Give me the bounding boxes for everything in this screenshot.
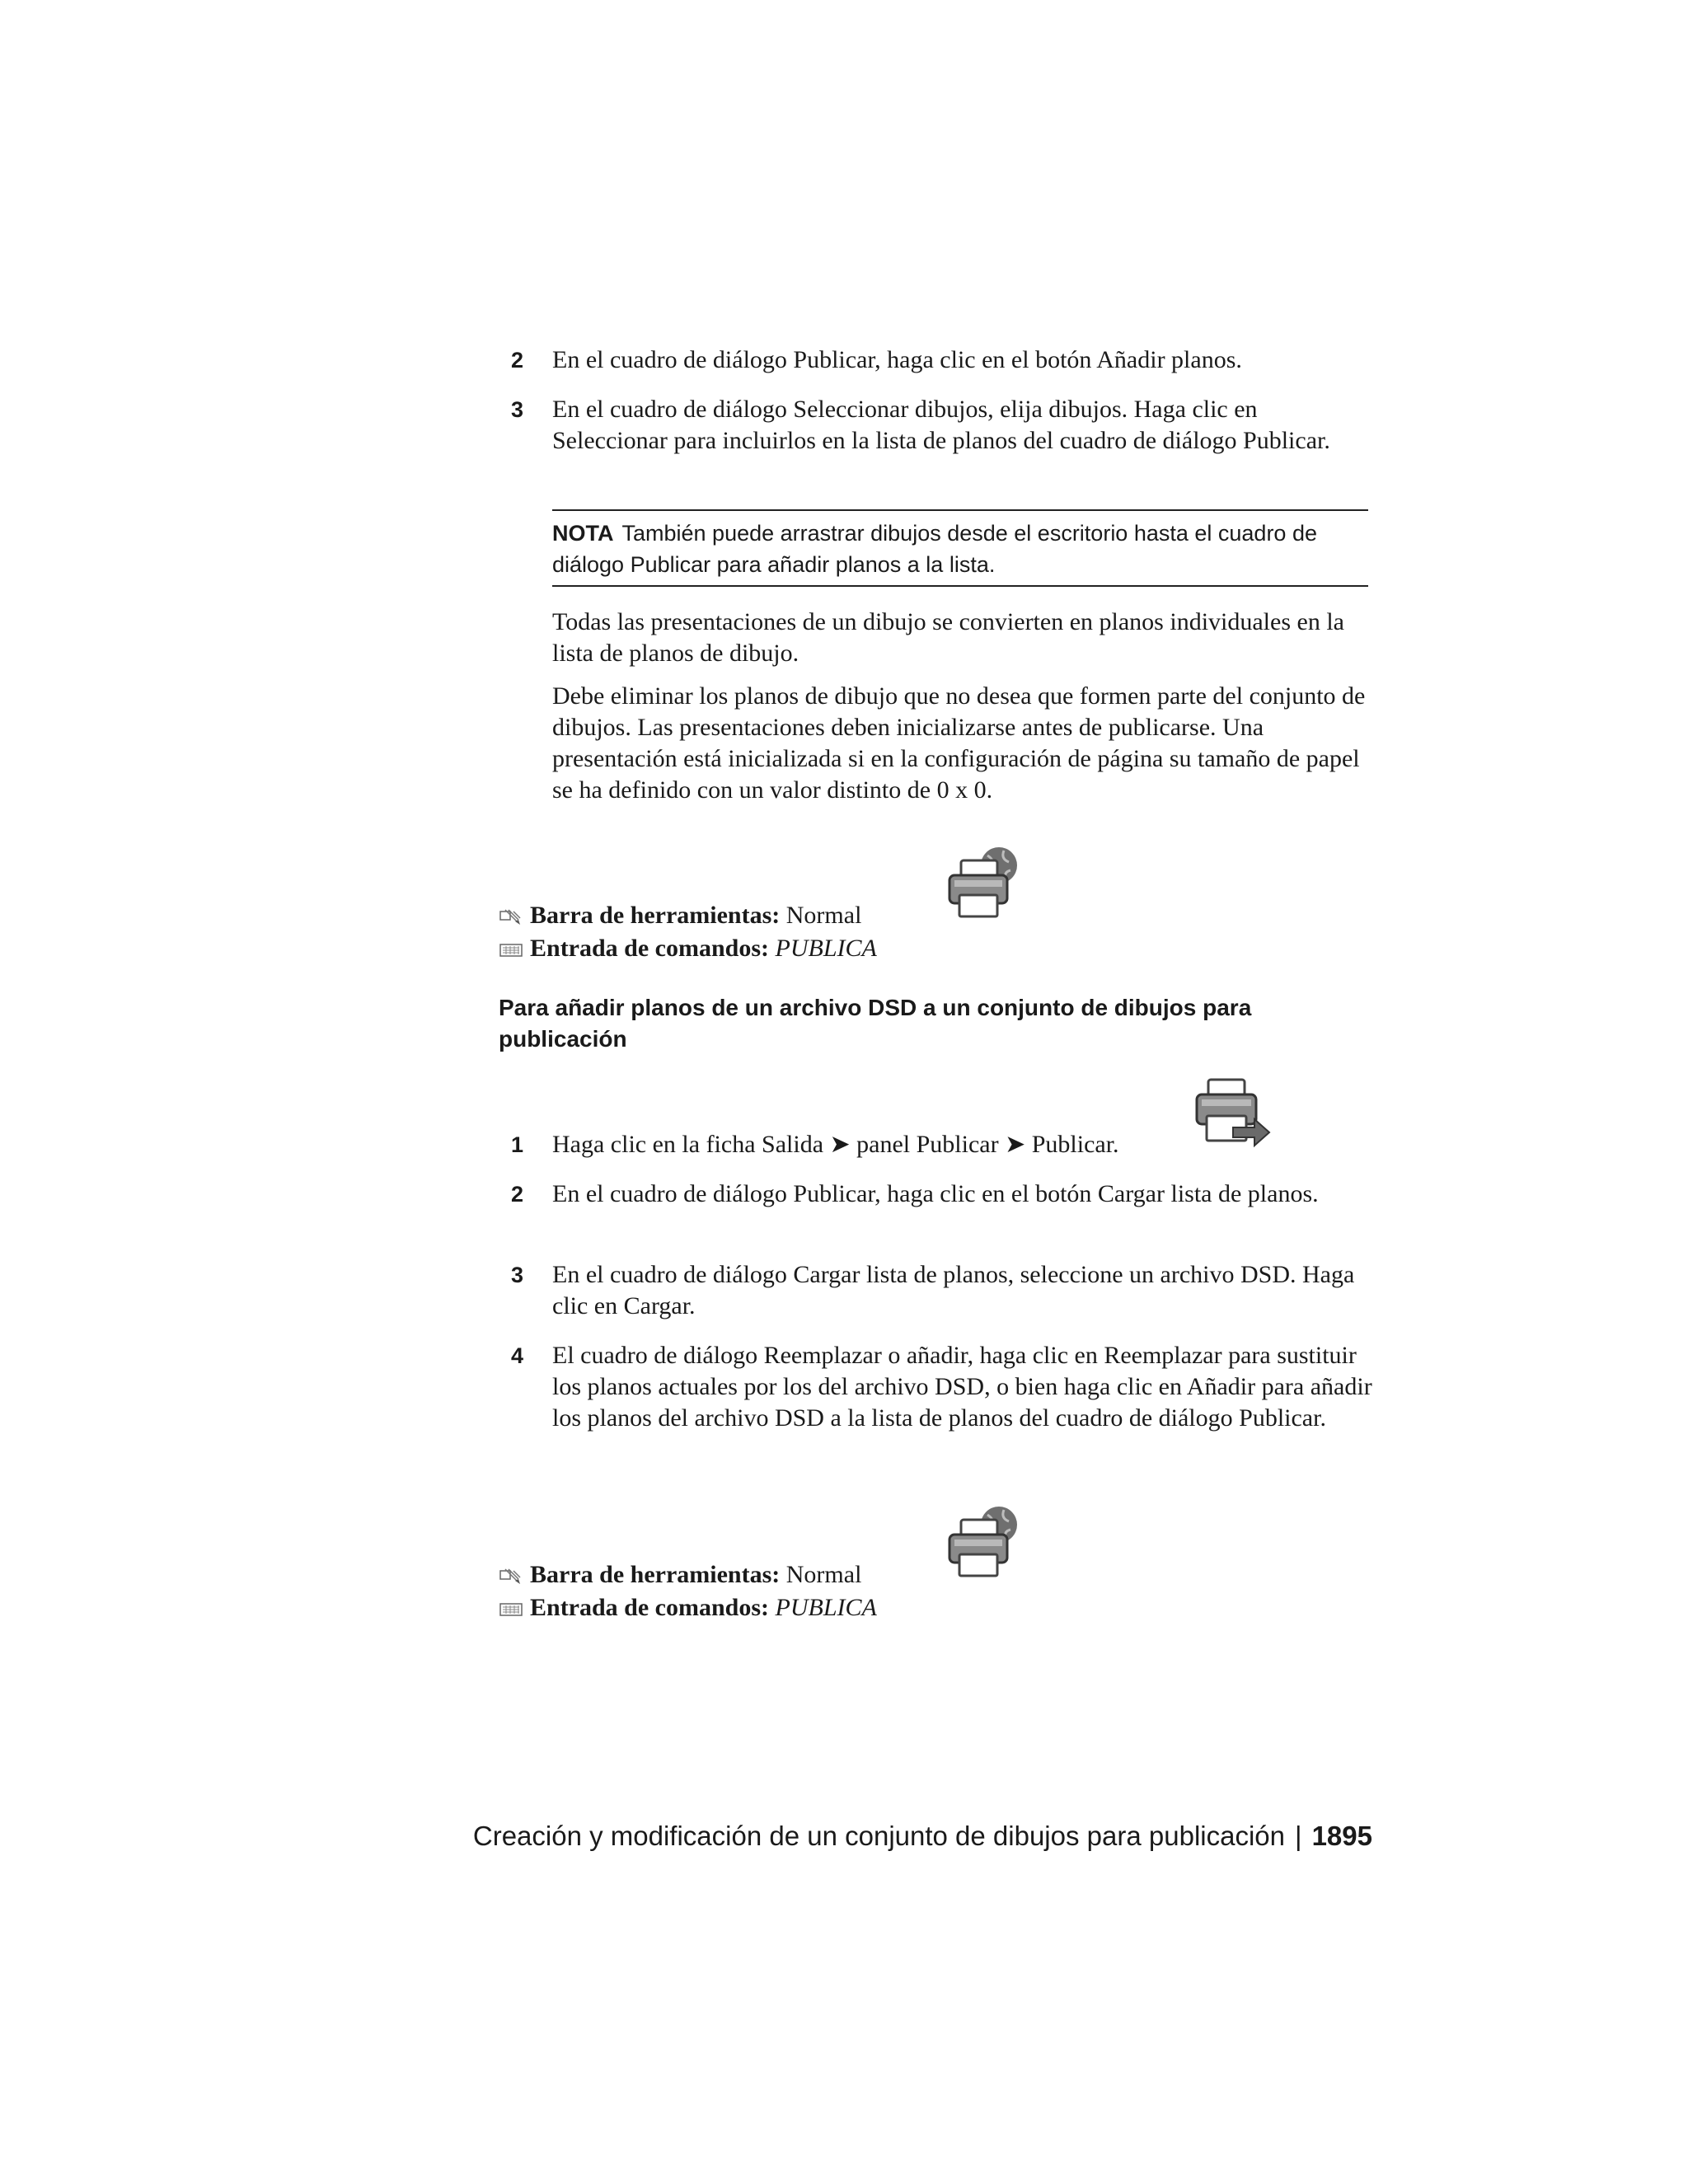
procedure-title: Para añadir planos de un archivo DSD a un conjunto de dibujos para publicación	[499, 995, 1252, 1052]
step-number: 3	[511, 397, 524, 422]
step-number: 3	[511, 1263, 524, 1287]
command-label: Entrada de comandos:	[530, 1594, 770, 1621]
footer-title: Creación y modificación de un conjunto de dibujos para publicación	[472, 1821, 1285, 1851]
toolbar-access-line	[499, 900, 861, 931]
command-value: PUBLICA	[775, 1594, 877, 1621]
step-text: En el cuadro de diálogo Publicar, haga clic en el botón Cargar lista de planos.	[552, 1180, 1319, 1207]
toolbar-icon	[499, 1568, 523, 1586]
note-text: También puede arrastrar dibujos desde el escritorio hasta el cuadro de diálogo Publicar para añadir planos a la lista.	[552, 521, 1317, 577]
publish-printer-globe-icon	[946, 1505, 1022, 1579]
toolbar-value: Normal	[785, 1561, 862, 1588]
step-text: El cuadro de diálogo Reemplazar o añadir, haga clic en Reemplazar para sustituir los planos actuales por los del archivo DSD, o bien haga clic en Añadir para añadir los planos del archivo DSD a la lista de planos del cuadro de diálogo Publicar.	[552, 1342, 1372, 1432]
step-number: 4	[511, 1343, 524, 1368]
page-number: 1895	[1311, 1821, 1372, 1851]
command-label: Entrada de comandos:	[530, 935, 770, 962]
step-text: En el cuadro de diálogo Publicar, haga clic en el botón Añadir planos.	[552, 346, 1242, 373]
step-text: En el cuadro de diálogo Cargar lista de planos, seleccione un archivo DSD. Haga clic en Cargar.	[552, 1261, 1355, 1319]
note-label: NOTA	[552, 521, 614, 546]
step-text: Haga clic en la ficha Salida ➤ panel Publicar ➤ Publicar.	[552, 1131, 1119, 1158]
toolbar-value: Normal	[785, 902, 862, 929]
paragraph: Todas las presentaciones de un dibujo se convierten en planos individuales en la lista de planos de dibujo.	[552, 608, 1344, 667]
footer-separator: |	[1295, 1821, 1302, 1851]
command-entry-line	[499, 933, 877, 964]
keyboard-icon	[499, 1601, 523, 1619]
page-footer	[457, 1818, 1372, 1854]
note-box	[552, 509, 1368, 587]
toolbar-label: Barra de herramientas:	[530, 902, 781, 929]
step-number: 1	[511, 1132, 524, 1157]
toolbar-label: Barra de herramientas:	[530, 1561, 781, 1588]
step-number: 2	[511, 1182, 524, 1207]
paragraph: Debe eliminar los planos de dibujo que no desea que formen parte del conjunto de dibujos. Las presentaciones deben inicializarse antes de publicarse. Una presentación está inicializada si en la configuración de página su tamaño de papel se ha definido con un valor distinto de 0 x 0.	[552, 682, 1366, 804]
publish-printer-globe-icon	[946, 846, 1022, 920]
keyboard-icon	[499, 941, 523, 959]
step-number: 2	[511, 348, 524, 373]
toolbar-icon	[499, 908, 523, 926]
command-value: PUBLICA	[775, 935, 877, 962]
step-text: En el cuadro de diálogo Seleccionar dibujos, elija dibujos. Haga clic en Seleccionar para incluirlos en la lista de planos del cuadro de diálogo Publicar.	[552, 396, 1330, 454]
command-entry-line	[499, 1592, 877, 1624]
toolbar-access-line	[499, 1559, 861, 1591]
